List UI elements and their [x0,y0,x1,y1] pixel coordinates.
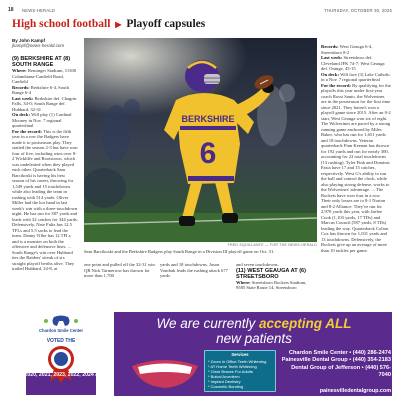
records-paragraph: Records: Berkshire 6-4, South Range 6-4 [12,84,69,96]
ad-service-item: * Botox/Juvederm [208,374,240,379]
jersey-text: BERKSHIRE [181,114,235,124]
on-deck-paragraph: On deck: Will play (1) Cardinal Mooney in Nov. 7 regional quarterfinal [12,112,72,129]
article-column-4 [236,262,316,291]
football-player-image [84,38,317,242]
on-deck-paragraph: On deck: Will face (3) Lake Catholic in a Nov. 7 regional quarterfinal [321,71,391,82]
ad-service-item: * Implant Dentistry [208,379,241,384]
ad-contact-line[interactable]: Chardon Smile Center • (440) 286-2474 [288,350,391,356]
article-column-right [321,44,391,253]
where-paragraph: Where: Reminger Stadium, 11300 Columbiana-Canfield Road, Canfield [12,68,77,85]
jersey-number: 6 [199,137,217,170]
records-paragraph: Records: West Geauga 6-4, Streetsboro 8-2 [321,44,373,55]
ad-services-title: Services [231,352,249,357]
article-column-2 [84,262,156,279]
page-header [8,6,392,16]
photo-credit: FRED SQUILLANTE — FOR THE NEWS-HERALD [227,243,317,247]
football-photo [84,38,317,242]
byline-email[interactable]: jkampf@news-herald.com [12,43,65,49]
tooth-logo-icon [38,315,84,327]
publication-name: NEWS-HERALD [22,8,56,13]
ad-voted-label: VOTED THE [46,338,76,344]
matchup-heading: (11) WEST GEAUGA AT (6) STREETSBORO [236,267,307,280]
photo-caption: Sam Barcikoski and the Berkshire Badgers play South Range in a Division III playoff game on Oct. 31. [84,249,275,254]
ad-contacts [279,350,391,380]
ad-services-list [208,359,274,389]
ad-left-panel [8,312,114,396]
last-week-paragraph: Last week: Streetsboro def. Cleveland JFK 74-7; West Geauga def. Orange, 45-15 [321,55,385,71]
page-number: 18 [8,7,14,13]
for-record-paragraph: For the record: This is the fifth year in a row the Badgers have made it to postseason play. They started the season 2-3 but have won four of five, including wins over 8-2 Wickliffe and Rootstown, which was undefeated when they played each other. Quarterback Sam Barcikoski is having his best season of his career, throwing for 1,549 yards and 15 touchdowns while also leading the team in rushing with 514 yards. Oliver Miller had the hot hand in last week's win with a three-touchdown night. He has run for 387 yards and leads with 32 catches for 344 yards. Defensively, Nate Fultz has 12.5 TFLs and 5.5 sacks to lead the team. Danny Tiller has 12 TFLs and is a monster on both the offensive and defensive lines. ... South Range's win over Hubbard ties the Raiders' streak of six straight playoff berths alive. They trailed Hubbard, 24-8, at [12,128,78,272]
article-column-1 [12,56,78,272]
continued-paragraph: one point and pulled off the 32-31 win. QB Nick Tarmerrow has thrown for more than 1,700 [84,262,156,278]
continued-paragraph: yards and 18 touchdowns. Jason Vondrak leads the rushing attack 677 yards [160,262,228,278]
ad-service-item: * Zoom in Office Teeth Whitening [208,359,267,364]
last-week-paragraph: Last week: Berkshire def. Chagrin Falls, 34-0; South Range def. Hubbard, 32-31 [12,95,77,112]
ad-tagline-end: new patients [216,331,292,346]
ad-service-item: * Clear Braces For Adults [208,369,253,374]
matchup-heading: (9) BERKSHIRE AT (8) SOUTH RANGE [12,56,71,69]
for-record-paragraph: For the record: By qualifying for the playoffs this year under first-year coach Rossi Santo, the Wolverines are in the postseason for the first time since 2021. They haven't won a playoff game since 2015. After an 0-2 start, West Geauga won six of eight. The Wolverines are paced by a strong running game anchored by Miles Baker, who has run for 1,651 yards and 18 touchdowns. Veteran quarterback Finn Keenan has thrown for 192 yards and run for nearly 300, accounting for 22 total touchdowns (13 rushing). Tyler Fink and Dominic Fasia have 17 and 15 catches, respectively. West G's ability to run the ball and control the clock, while also playing strong defense, works to the Wolverines' advantage. ... The Rockets have won four in a row. Their only losses are to 8-1 Norton and 8-2 Alliance. They've run for 2,970 yards this year, with Jaelee Cook (1,103 yards, 17 TDs) and Marcus Council (587 yards, 8 TDs) leading the way. Quarterback Colton Cox has thrown for 1,031 yards and 13 touchdowns. Defensively, the Rockets give up an average of more than 10 tackles per game. [321,82,391,253]
headline-title: Playoff capsules [126,18,206,30]
article-column-3 [160,262,232,279]
ad-services-box [204,350,276,392]
ad-tagline: We are currently accepting ALL new patients [156,316,352,346]
ad-contact-line[interactable]: Dental Group of Jefferson • (440) 576-7040 [291,364,391,379]
award-seal-icon [26,345,96,395]
ad-service-item: * Cosmetic Bonding [208,384,244,389]
ad-contact-line[interactable]: Painesville Dental Group • (440) 354-2183 [281,357,391,364]
smile-illustration-icon [128,352,202,392]
ad-tagline-highlight: accepting ALL [259,316,352,331]
arrow-icon: ▶ [115,20,122,29]
publication-date: THURSDAY, OCTOBER 30, 2025 [324,8,392,13]
byline-author: By John Kampf [12,38,46,43]
headline [12,18,382,34]
dental-advertisement[interactable] [8,312,392,396]
ad-website-link[interactable]: painesvilledentalgroup.com [319,388,391,394]
ad-service-item: * AT Home Teeth Whitening [208,364,257,369]
continued-paragraph: and seven touchdowns. [236,262,279,267]
byline [12,38,92,49]
where-paragraph: Where: Streetsboro Rockets Stadium, 9585 State Route 14, Streetsboro [236,279,307,291]
ad-award-years: 2019, 2020, 2021, 2023, 2022, 2024 & 2025 [10,372,112,378]
headline-kicker: High school football [12,18,111,30]
ad-logo-text: Chardon Smile Center [39,328,83,333]
